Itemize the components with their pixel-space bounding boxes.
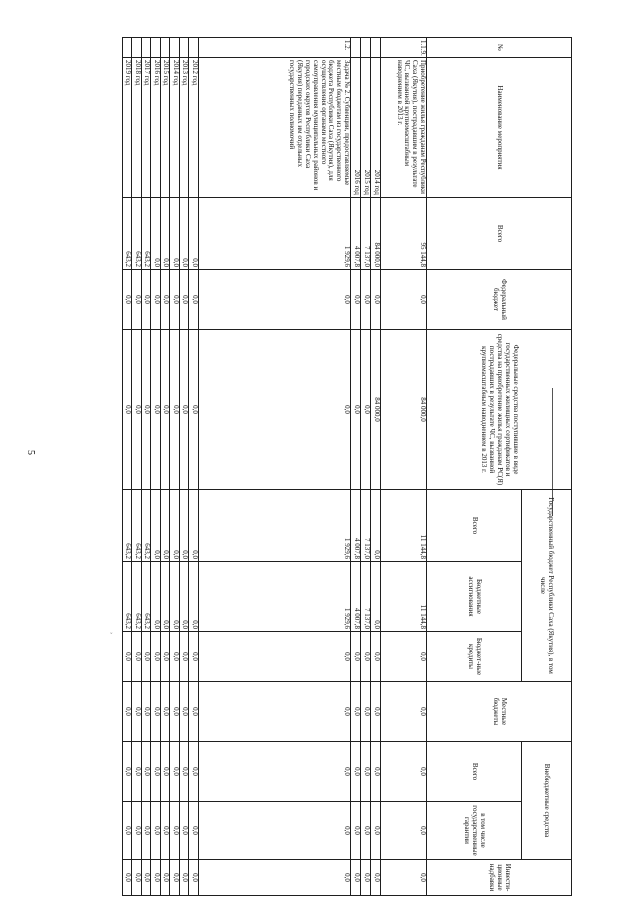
cell-local: 0,0 [180,682,190,742]
cell-invest: 0,0 [151,860,161,896]
section-1-1-9-years [351,38,381,896]
cell-federal-certs: 0,0 [161,330,171,490]
cell-rep-credits: 0,0 [161,632,171,682]
cell-year: 2014 год [170,58,180,198]
cell-rep-credits: 0,0 [180,632,190,682]
header-off-guarantees: в том числе государственные гарантии [427,802,522,860]
cell-rep-alloc: 0,0 [189,562,199,632]
cell-rep-total: 0,0 [180,490,190,562]
cell-local: 0,0 [199,682,351,742]
cell-federal-certs: 0,0 [170,330,180,490]
cell-off-total: 0,0 [123,742,133,802]
cell-rep-total: 7 137,0 [361,490,371,562]
cell-off-total: 0,0 [170,742,180,802]
cell-federal: 0,0 [170,270,180,330]
cell-federal-certs: 0,0 [123,330,133,490]
cell-off-total: 0,0 [371,742,381,802]
cell-total: 643,2 [132,198,142,270]
cell-federal: 0,0 [180,270,190,330]
cell-off-total: 0,0 [351,742,361,802]
cell-rep-total: 0,0 [151,490,161,562]
cell-local: 0,0 [381,682,427,742]
cell-invest: 0,0 [170,860,180,896]
cell-rep-alloc: 7 137,0 [361,562,371,632]
cell-off-guarantees: 0,0 [151,802,161,860]
cell-federal: 0,0 [351,270,361,330]
table-row [371,38,381,896]
cell-num-empty [161,38,171,58]
cell-total: 95 144,8 [381,198,427,270]
cell-rep-credits: 0,0 [199,632,351,682]
cell-federal-certs: 0,0 [361,330,371,490]
cell-rep-credits: 0,0 [151,632,161,682]
cell-federal-certs: 0,0 [199,330,351,490]
table-row [151,38,161,896]
cell-invest: 0,0 [351,860,361,896]
cell-rep-alloc: 1 929,6 [199,562,351,632]
cell-total: 0,0 [161,198,171,270]
cell-off-total: 0,0 [151,742,161,802]
cell-rep-credits: 0,0 [361,632,371,682]
cell-off-total: 0,0 [180,742,190,802]
header-offbudget: Внебюджетные средства [522,742,572,860]
cell-off-guarantees: 0,0 [189,802,199,860]
cell-invest: 0,0 [381,860,427,896]
section-1-2-years [123,38,199,896]
cell-num-empty [123,38,133,58]
cell-local: 0,0 [170,682,180,742]
cell-federal-certs: 0,0 [189,330,199,490]
table-row [361,38,371,896]
cell-federal: 0,0 [381,270,427,330]
cell-rep-alloc: 643,2 [142,562,152,632]
cell-off-total: 0,0 [161,742,171,802]
cell-off-total: 0,0 [381,742,427,802]
cell-rep-total: 643,2 [132,490,142,562]
header-rep-alloc: Бюджетные ассигнования [427,562,522,632]
row-name: Задача № 2. Субвенции, предоставляемые местным бюджетам из государственного бюджета Республики Саха (Якутия), для осуществления органами местного самоуправления муниципальных районов и городских округов Республики Саха (Якутия) переданных им отдельных государственных полномочий [199,58,351,198]
cell-off-guarantees: 0,0 [199,802,351,860]
cell-off-guarantees: 0,0 [361,802,371,860]
header-off-total: Всего [427,742,522,802]
cell-invest: 0,0 [361,860,371,896]
cell-off-total: 0,0 [132,742,142,802]
cell-rep-credits: 0,0 [189,632,199,682]
header-name: Наименование мероприятия [427,58,572,198]
cell-federal: 0,0 [142,270,152,330]
cell-rep-total: 4 007,8 [351,490,361,562]
cell-year: 2016 год [351,58,361,198]
cell-rep-credits: 0,0 [142,632,152,682]
cell-federal-certs: 0,0 [151,330,161,490]
cell-federal-certs: 0,0 [132,330,142,490]
header-republic: Государственный бюджет Республики Саха (Якутия), в том числе [522,490,572,682]
cell-federal-certs: 0,0 [142,330,152,490]
cell-invest: 0,0 [371,860,381,896]
table-row [142,38,152,896]
cell-off-total: 0,0 [142,742,152,802]
cell-invest: 0,0 [132,860,142,896]
header-federal: Федеральный бюджет [427,270,572,330]
cell-local: 0,0 [161,682,171,742]
section-1-2 [199,38,351,896]
cell-rep-alloc: 4 007,8 [351,562,361,632]
cell-invest: 0,0 [142,860,152,896]
section-1-1-9 [381,38,427,896]
cell-total: 1 929,6 [199,198,351,270]
cell-rep-alloc: 643,2 [132,562,142,632]
header-total: Всего [427,198,572,270]
cell-local: 0,0 [142,682,152,742]
cell-local: 0,0 [123,682,133,742]
header-local: Местные бюджеты [427,682,572,742]
cell-off-guarantees: 0,0 [371,802,381,860]
cell-rep-alloc: 0,0 [151,562,161,632]
cell-federal: 0,0 [123,270,133,330]
table-header [427,38,572,896]
cell-year: 2012 год [189,58,199,198]
cell-invest: 0,0 [180,860,190,896]
cell-rep-total: 0,0 [189,490,199,562]
cell-invest: 0,0 [189,860,199,896]
cell-federal-certs: 84 000,0 [371,330,381,490]
cell-invest: 0,0 [123,860,133,896]
cell-rep-alloc: 0,0 [170,562,180,632]
cell-total: 643,2 [142,198,152,270]
cell-off-total: 0,0 [361,742,371,802]
cell-rep-total: 643,2 [142,490,152,562]
cell-local: 0,0 [351,682,361,742]
cell-local: 0,0 [189,682,199,742]
cell-rep-credits: 0,0 [381,632,427,682]
table-row [161,38,171,896]
cell-federal: 0,0 [151,270,161,330]
cell-rep-credits: 0,0 [123,632,133,682]
cell-year: 2016 год [151,58,161,198]
cell-local: 0,0 [371,682,381,742]
cell-off-total: 0,0 [189,742,199,802]
cell-off-guarantees: 0,0 [381,802,427,860]
cell-rep-total: 0,0 [161,490,171,562]
cell-num-empty [170,38,180,58]
page-number: 5 [25,450,36,455]
cell-invest: 0,0 [161,860,171,896]
row-num: 1.2. [199,38,351,58]
cell-total: 0,0 [180,198,190,270]
cell-year: 2015 год [361,58,371,198]
cell-rep-credits: 0,0 [170,632,180,682]
table-row [132,38,142,896]
table-row [189,38,199,896]
cell-federal-certs: 0,0 [180,330,190,490]
cell-invest: 0,0 [199,860,351,896]
cell-local: 0,0 [151,682,161,742]
cell-federal-certs: 0,0 [351,330,361,490]
cell-num-empty [189,38,199,58]
header-federal-certs: Федеральные средства поступившие в виде государственных жилищных сертификатов и средства на приобретение жилья гражданам РС(Я) пострадавших в результате ЧС, вызванной крупномасштабным наводнением в 2013 г. [427,330,572,490]
table-row [351,38,361,896]
cell-off-guarantees: 0,0 [161,802,171,860]
cell-off-guarantees: 0,0 [351,802,361,860]
cell-rep-total: 11 144,8 [381,490,427,562]
cell-year: 2018 год [132,58,142,198]
cell-num-empty [132,38,142,58]
cell-total: 7 137,0 [361,198,371,270]
cell-year: 2019 год [123,58,133,198]
cell-off-total: 0,0 [199,742,351,802]
cell-rep-credits: 0,0 [132,632,142,682]
cell-total: 4 007,8 [351,198,361,270]
cell-rep-alloc: 643,2 [123,562,133,632]
cell-federal: 0,0 [361,270,371,330]
cell-federal: 0,0 [371,270,381,330]
cell-off-guarantees: 0,0 [123,802,133,860]
cell-rep-total: 643,2 [123,490,133,562]
header-invest: Инвести-ционные надбавки [427,860,572,896]
cell-local: 0,0 [361,682,371,742]
table-row [123,38,133,896]
cell-total: 0,0 [189,198,199,270]
cell-rep-total: 0,0 [371,490,381,562]
cell-federal: 0,0 [189,270,199,330]
cell-federal: 0,0 [199,270,351,330]
scan-mark: ¸ [110,631,119,635]
cell-num-empty [361,38,371,58]
cell-rep-total: 1 929,6 [199,490,351,562]
cell-rep-credits: 0,0 [371,632,381,682]
row-name: Приобретение жилья гражданам Республики Саха (Якутия), пострадавшим в результате ЧС, вызванной крупномасштабным наводнением в 2013 г. [381,58,427,198]
cell-federal-certs: 84 000,0 [381,330,427,490]
cell-federal: 0,0 [161,270,171,330]
cell-total: 0,0 [151,198,161,270]
cell-total: 84 000,0 [371,198,381,270]
cell-total: 0,0 [170,198,180,270]
cell-year: 2015 год [161,58,171,198]
cell-rep-credits: 0,0 [351,632,361,682]
cell-off-guarantees: 0,0 [180,802,190,860]
cell-off-guarantees: 0,0 [170,802,180,860]
cell-local: 0,0 [132,682,142,742]
cell-year: 2014 год [371,58,381,198]
cell-num-empty [151,38,161,58]
cell-rep-total: 0,0 [170,490,180,562]
table-row [180,38,190,896]
header-rep-total: Всего [427,490,522,562]
cell-num-empty [180,38,190,58]
header-no: № [427,38,572,58]
cell-off-guarantees: 0,0 [142,802,152,860]
cell-off-guarantees: 0,0 [132,802,142,860]
budget-table [122,37,572,896]
cell-rep-alloc: 0,0 [180,562,190,632]
cell-year: 2013 год [180,58,190,198]
cell-num-empty [351,38,361,58]
cell-num-empty [371,38,381,58]
cell-total: 643,2 [123,198,133,270]
cell-rep-alloc: 11 144,8 [381,562,427,632]
cell-federal: 0,0 [132,270,142,330]
cell-rep-alloc: 0,0 [161,562,171,632]
rotated-page [124,37,572,895]
row-num: 1.1.9. [381,38,427,58]
cell-year: 2017 год [142,58,152,198]
cell-num-empty [142,38,152,58]
cell-rep-alloc: 0,0 [371,562,381,632]
table-row [170,38,180,896]
header-rep-credits: Бюджет-ные кредиты [427,632,522,682]
